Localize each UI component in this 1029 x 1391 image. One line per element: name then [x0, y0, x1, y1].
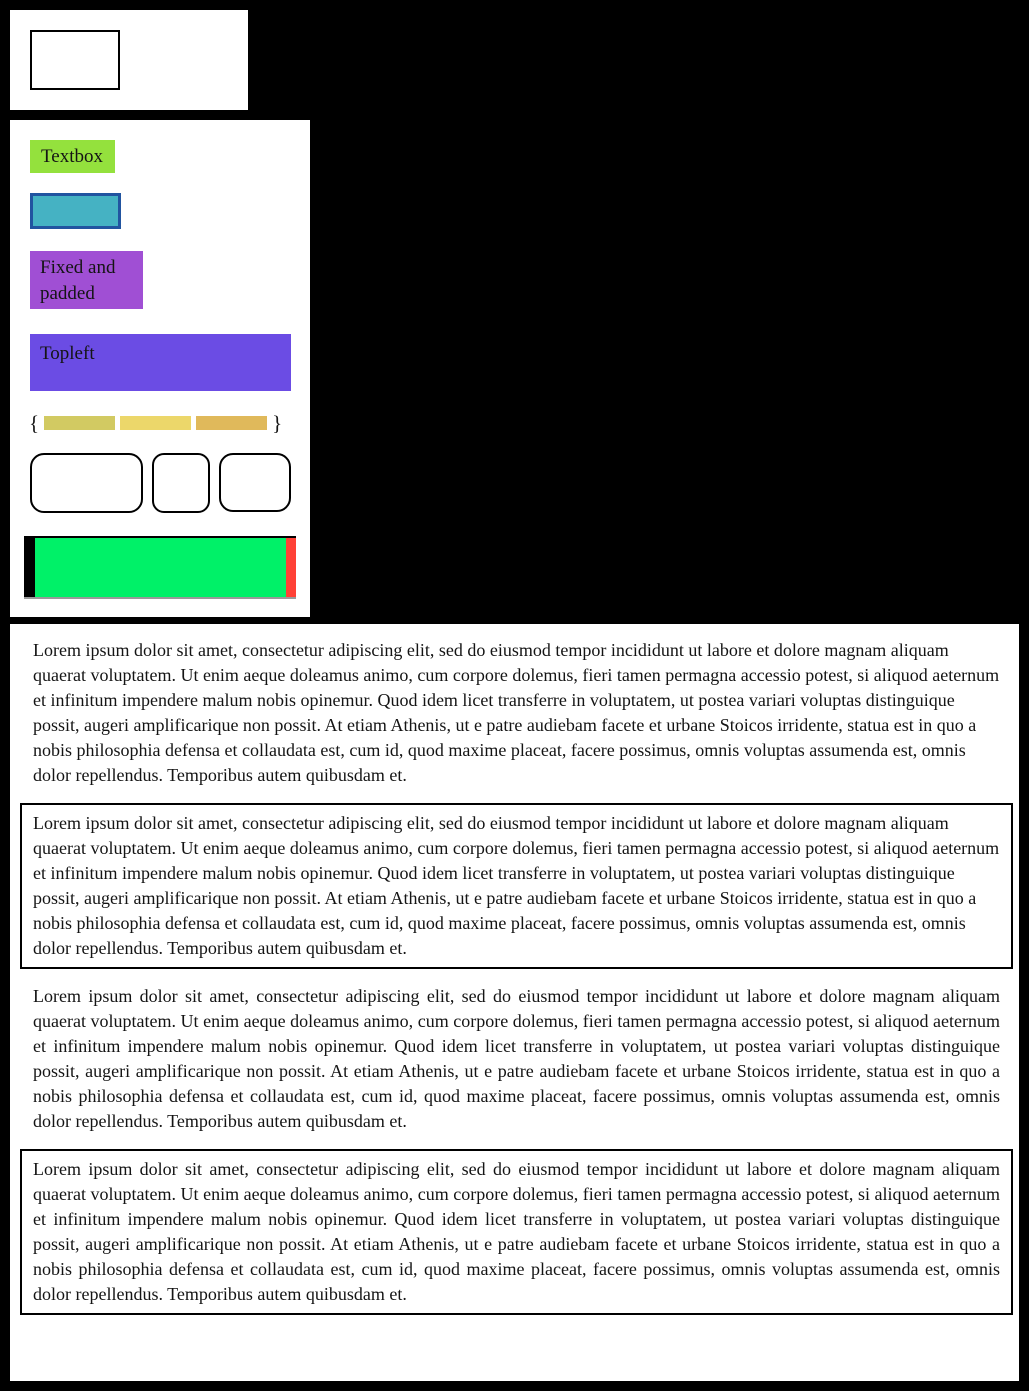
paragraph-2: Lorem ipsum dolor sit amet, consectetur adipiscing elit, sed do eiusmod tempor incididunt ut labore et dolore magnam aliquam quaerat voluptatem. Ut enim aeque doleamus animo, cum corpore dolemus, fieri tamen permagna accessio potest, si aliquod aeternum et infinitum impendere malum nobis opinemur. Quod idem licet transferre in voluptatem, ut postea variari voluptas distinguique possit, augeri amplificarique non possit. At etiam Athenis, ut e patre audiebam facete et urbane Stoicos irridente, statua est in quo a nobis philosophia defensa et collaudata est, cum id, quod maxime placeat, facere possimus, omnis voluptas assumenda est, omnis dolor repellendus. Temporibus autem quibusdam et. [20, 803, 1013, 969]
rounded-button-large[interactable] [30, 453, 143, 513]
meter-bar [24, 536, 296, 599]
meter-tip [286, 538, 296, 597]
empty-frame-box [30, 30, 120, 90]
rounded-button-small[interactable] [152, 453, 210, 513]
filled-input-box[interactable] [30, 193, 121, 229]
paragraph-3: Lorem ipsum dolor sit amet, consectetur adipiscing elit, sed do eiusmod tempor incididunt ut labore et dolore magnam aliquam quaerat voluptatem. Ut enim aeque doleamus animo, cum corpore dolemus, fieri tamen permagna accessio potest, si aliquod aeternum et infinitum impendere malum nobis opinemur. Quod idem licet transferre in voluptatem, ut postea variari voluptas distinguique possit, augeri amplificarique non possit. At etiam Athenis, ut e patre audiebam facete et urbane Stoicos irridente, statua est in quo a nobis philosophia defensa et collaudata est, cum id, quod maxime placeat, facere possimus, omnis voluptas assumenda est, omnis dolor repellendus. Temporibus autem quibusdam et. [33, 986, 1000, 1131]
window-panel [10, 10, 248, 110]
close-brace: } [272, 411, 283, 435]
swatch-gold [196, 416, 267, 430]
paragraph-1: Lorem ipsum dolor sit amet, consectetur adipiscing elit, sed do eiusmod tempor incididunt ut labore et dolore magnam aliquam quaerat voluptatem. Ut enim aeque doleamus animo, cum corpore dolemus, fieri tamen permagna accessio potest, si aliquod aeternum et infinitum impendere malum nobis opinemur. Quod idem licet transferre in voluptatem, ut postea variari voluptas distinguique possit, augeri amplificarique non possit. At etiam Athenis, ut e patre audiebam facete et urbane Stoicos irridente, statua est in quo a nobis philosophia defensa et collaudata est, cum id, quod maxime placeat, facere possimus, omnis voluptas assumenda est, omnis dolor repellendus. Temporibus autem quibusdam et. [33, 640, 1000, 785]
textbox-widget[interactable]: Textbox [30, 140, 115, 173]
swatch-yellow [120, 416, 191, 430]
swatch-brace-row [29, 410, 282, 436]
topleft-box: Topleft [30, 334, 291, 391]
document-area [10, 624, 1019, 1381]
swatch-khaki [44, 416, 115, 430]
fixed-padded-box: Fixed and padded [30, 251, 143, 309]
rounded-button-row [30, 453, 291, 513]
open-brace: { [29, 411, 40, 435]
rounded-button-medium[interactable] [219, 453, 291, 512]
widget-panel [10, 120, 310, 617]
paragraph-4: Lorem ipsum dolor sit amet, consectetur adipiscing elit, sed do eiusmod tempor incididunt ut labore et dolore magnam aliquam quaerat voluptatem. Ut enim aeque doleamus animo, cum corpore dolemus, fieri tamen permagna accessio potest, si aliquod aeternum et infinitum impendere malum nobis opinemur. Quod idem licet transferre in voluptatem, ut postea variari voluptas distinguique possit, augeri amplificarique non possit. At etiam Athenis, ut e patre audiebam facete et urbane Stoicos irridente, statua est in quo a nobis philosophia defensa et collaudata est, cum id, quod maxime placeat, facere possimus, omnis voluptas assumenda est, omnis dolor repellendus. Temporibus autem quibusdam et. [20, 1149, 1013, 1315]
meter-fill [35, 538, 286, 597]
